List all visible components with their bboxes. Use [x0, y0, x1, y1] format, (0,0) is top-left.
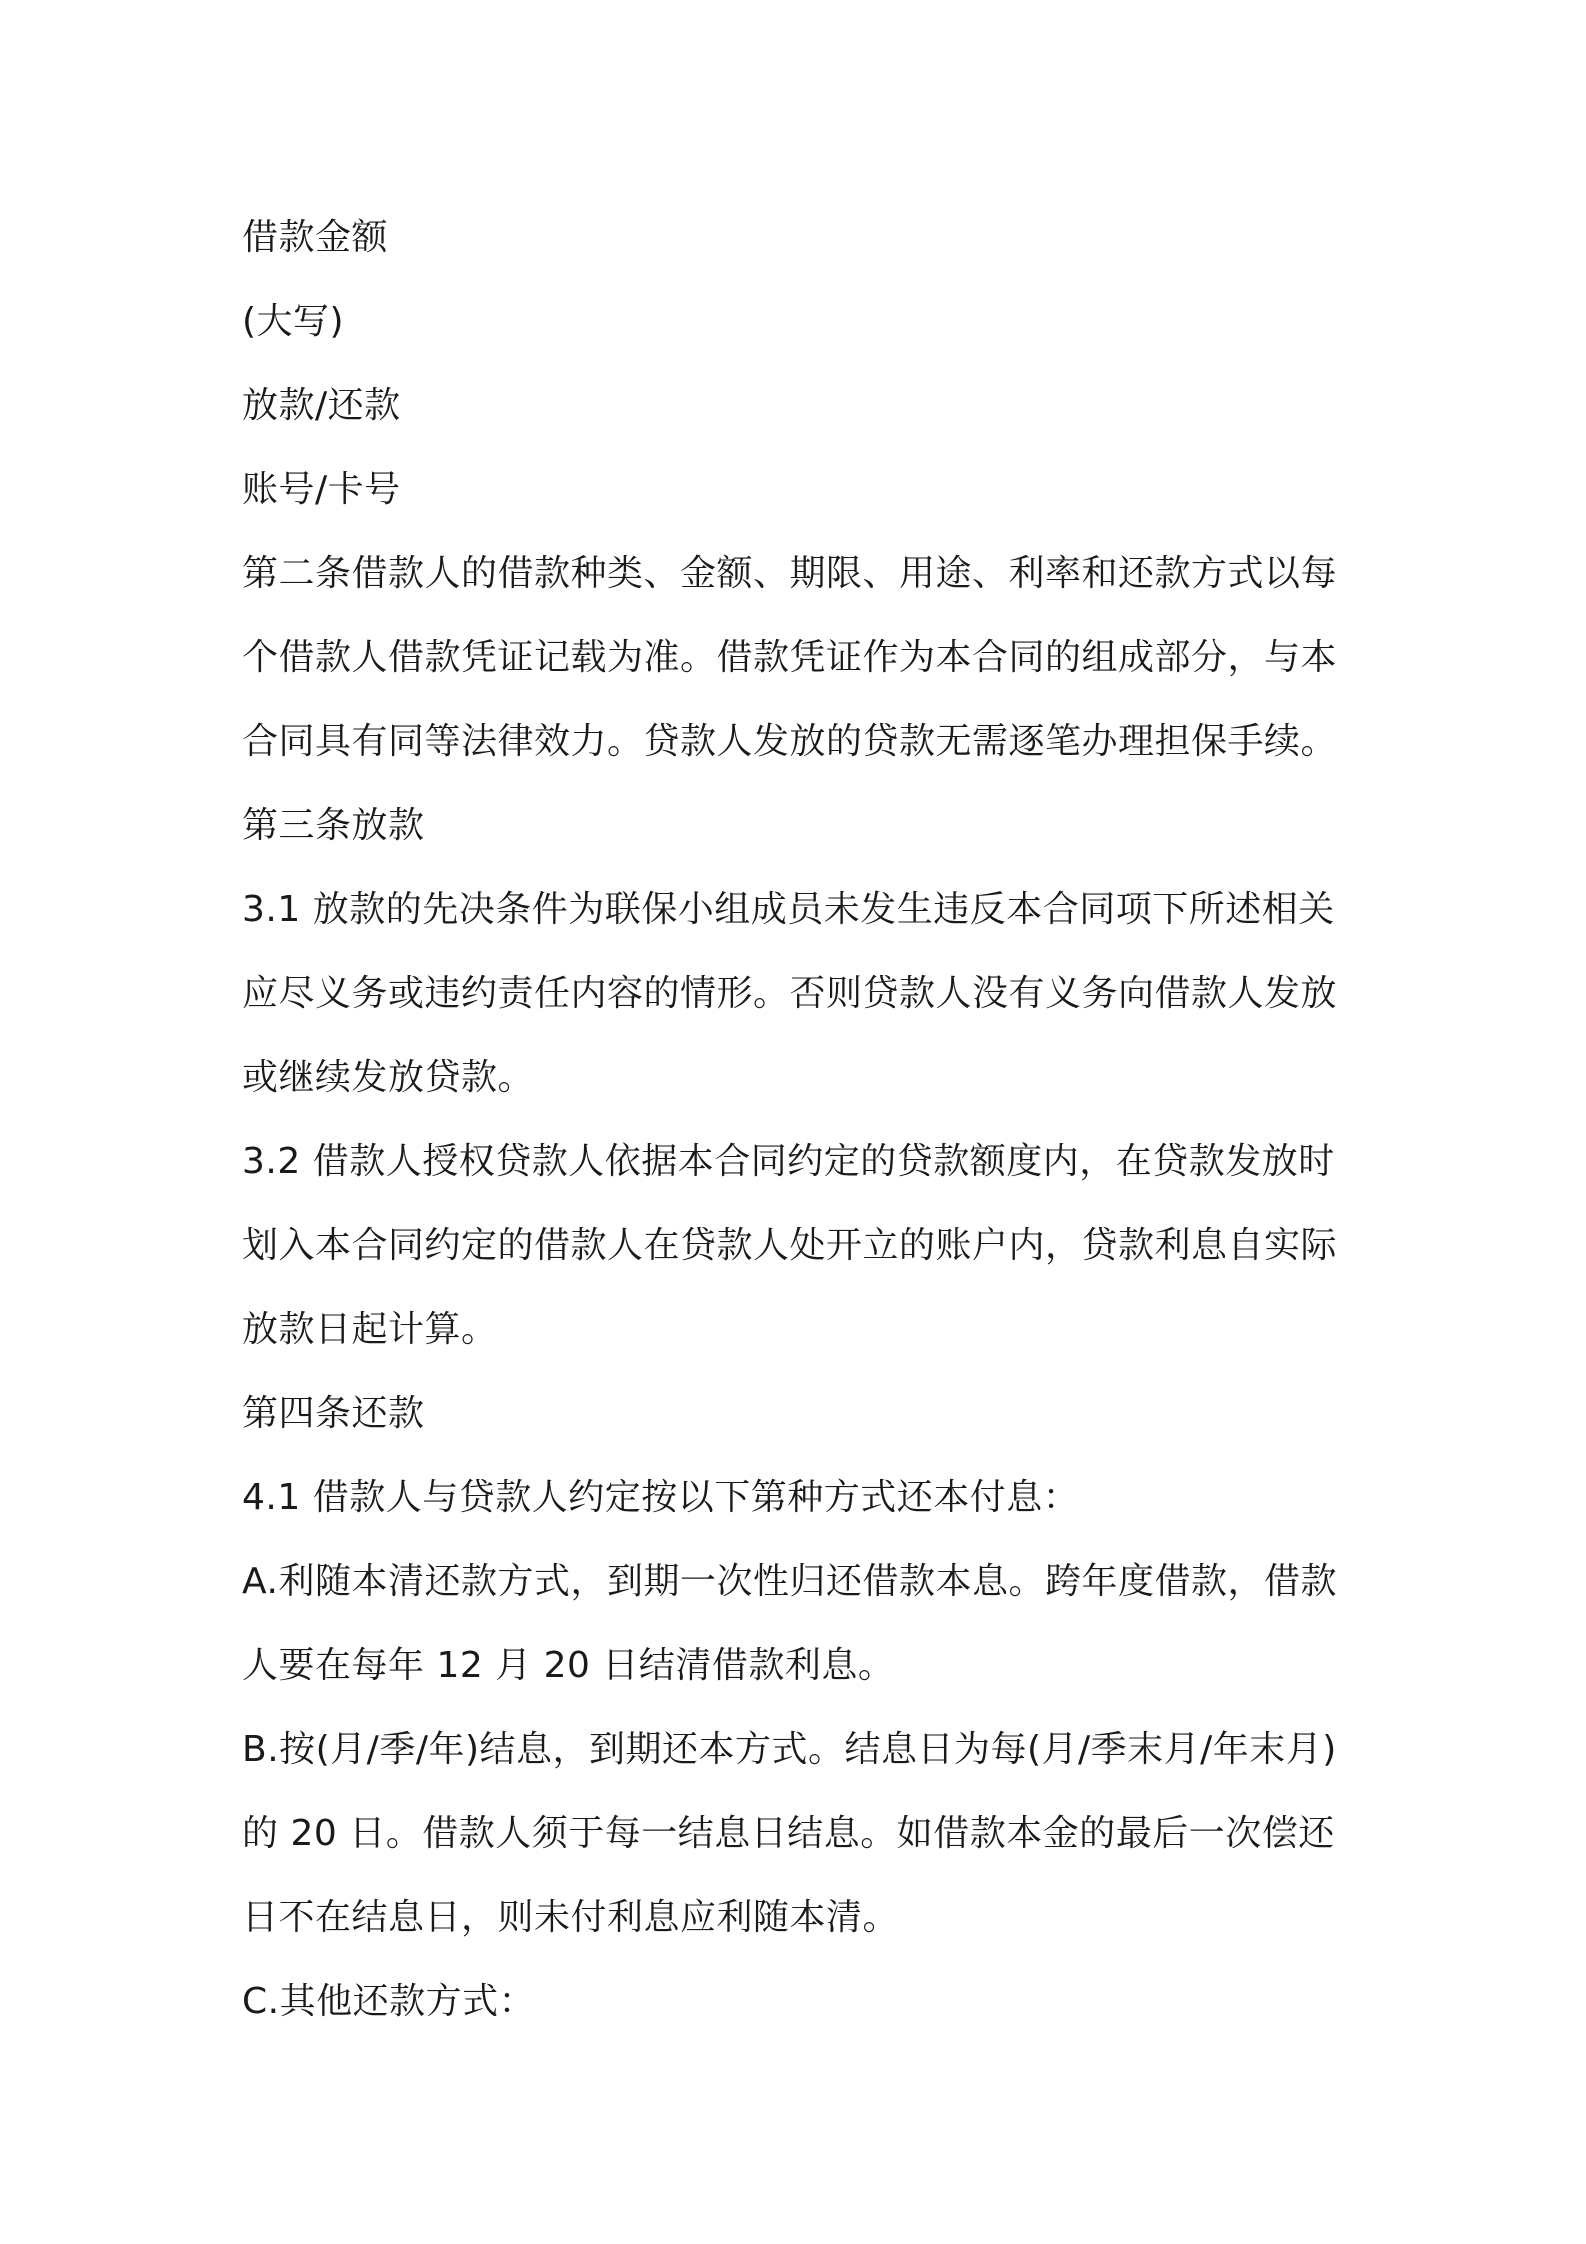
- clause-4-1: 4.1 借款人与贷款人约定按以下第种方式还本付息：: [242, 1477, 1080, 1518]
- clause-3-2-line-1: 3.2 借款人授权贷款人依据本合同约定的贷款额度内，在贷款发放时: [242, 1141, 1335, 1182]
- label-disbursement-repayment: 放款/还款: [242, 385, 401, 426]
- option-c: C.其他还款方式：: [242, 1981, 536, 2022]
- option-b-line-3: 日不在结息日，则未付利息应利随本清。: [242, 1897, 900, 1938]
- article-2-line-2: 个借款人借款凭证记载为准。借款凭证作为本合同的组成部分，与本: [242, 637, 1338, 678]
- clause-3-1-line-1: 3.1 放款的先决条件为联保小组成员未发生违反本合同项下所述相关: [242, 889, 1335, 930]
- label-amount-in-words: (大写): [242, 301, 345, 342]
- option-a-line-2: 人要在每年 12 月 20 日结清借款利息。: [242, 1645, 895, 1686]
- article-2-line-1: 第二条借款人的借款种类、金额、期限、用途、利率和还款方式以每: [242, 553, 1338, 594]
- clause-3-2-line-3: 放款日起计算。: [242, 1309, 498, 1350]
- clause-3-2-line-2: 划入本合同约定的借款人在贷款人处开立的账户内，贷款利息自实际: [242, 1225, 1338, 1266]
- option-a-line-1: A.利随本清还款方式，到期一次性归还借款本息。跨年度借款，借款: [242, 1561, 1337, 1602]
- article-2-line-3: 合同具有同等法律效力。贷款人发放的贷款无需逐笔办理担保手续。: [242, 721, 1338, 762]
- clause-3-1-line-3: 或继续发放贷款。: [242, 1057, 535, 1098]
- option-b-line-1: B.按(月/季/年)结息，到期还本方式。结息日为每(月/季末月/年末月): [242, 1729, 1337, 1770]
- article-3-heading: 第三条放款: [242, 805, 425, 846]
- contract-text: [242, 196, 1362, 2044]
- article-4-heading: 第四条还款: [242, 1393, 425, 1434]
- label-loan-amount: 借款金额: [242, 217, 389, 258]
- option-b-line-2: 的 20 日。借款人须于每一结息日结息。如借款本金的最后一次偿还: [242, 1813, 1335, 1854]
- clause-3-1-line-2: 应尽义务或违约责任内容的情形。否则贷款人没有义务向借款人发放: [242, 973, 1338, 1014]
- label-account-card-number: 账号/卡号: [242, 469, 401, 510]
